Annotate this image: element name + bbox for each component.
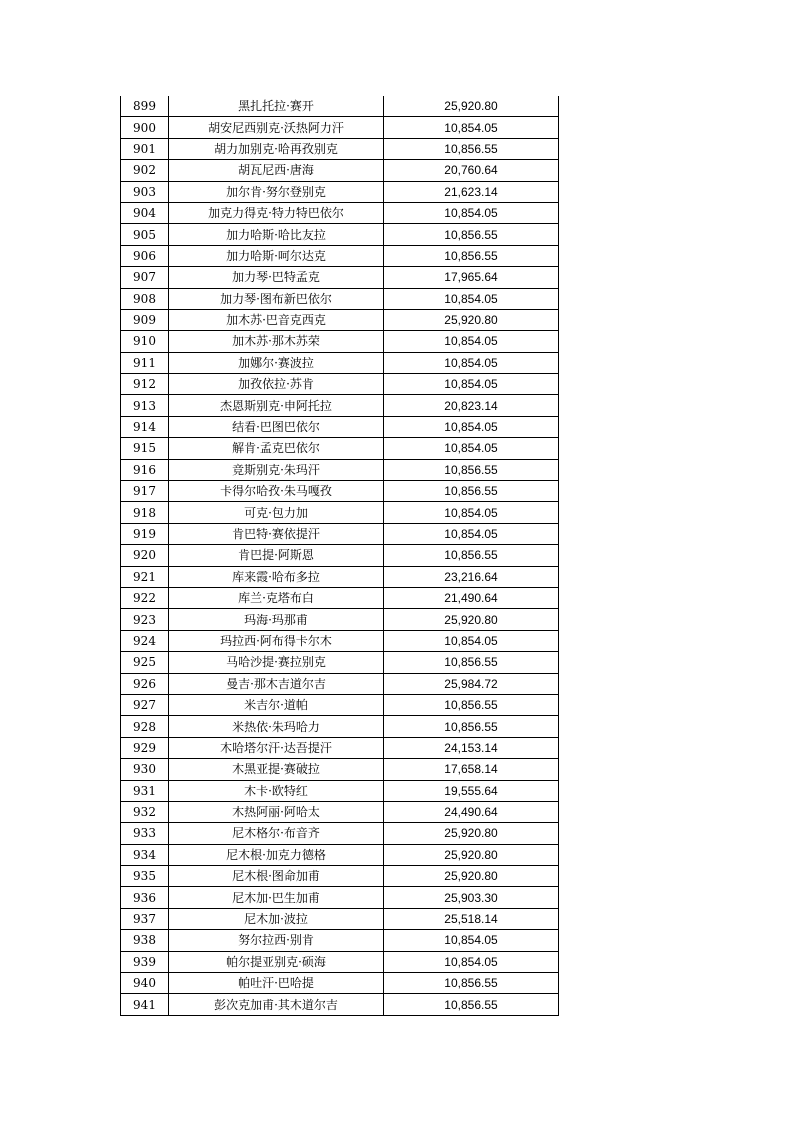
row-number: 900 <box>121 117 169 138</box>
person-name: 尼木根·图命加甫 <box>169 866 384 887</box>
person-name: 杰恩斯别克·申阿托拉 <box>169 395 384 416</box>
amount-value: 10,856.55 <box>384 138 559 159</box>
person-name: 可克·包力加 <box>169 502 384 523</box>
amount-value: 25,920.80 <box>384 96 559 117</box>
person-name: 肯巴特·赛依提汗 <box>169 523 384 544</box>
amount-value: 10,856.55 <box>384 994 559 1015</box>
row-number: 924 <box>121 630 169 651</box>
person-name: 黑扎托拉·赛开 <box>169 96 384 117</box>
person-name: 解肯·孟克巴依尔 <box>169 438 384 459</box>
person-name: 米热依·朱玛哈力 <box>169 716 384 737</box>
amount-value: 21,623.14 <box>384 181 559 202</box>
amount-value: 10,854.05 <box>384 523 559 544</box>
amount-value: 10,854.05 <box>384 374 559 395</box>
amount-value: 24,153.14 <box>384 737 559 758</box>
table-row <box>121 224 559 245</box>
amount-value: 10,856.55 <box>384 481 559 502</box>
amount-value: 25,920.80 <box>384 844 559 865</box>
table-row <box>121 374 559 395</box>
row-number: 922 <box>121 587 169 608</box>
amount-value: 10,856.55 <box>384 694 559 715</box>
row-number: 941 <box>121 994 169 1015</box>
table-row <box>121 202 559 223</box>
row-number: 908 <box>121 288 169 309</box>
person-name: 加力琴·图布新巴依尔 <box>169 288 384 309</box>
person-name: 木卡·欧特红 <box>169 780 384 801</box>
person-name: 尼木加·波拉 <box>169 908 384 929</box>
table-row <box>121 930 559 951</box>
person-name: 加力哈斯·呵尔达克 <box>169 245 384 266</box>
person-name: 胡力加别克·哈再孜别克 <box>169 138 384 159</box>
table-row <box>121 737 559 758</box>
row-number: 905 <box>121 224 169 245</box>
person-name: 卡得尔哈孜·朱马嘎孜 <box>169 481 384 502</box>
person-name: 加力琴·巴特孟克 <box>169 267 384 288</box>
amount-value: 10,856.55 <box>384 459 559 480</box>
row-number: 902 <box>121 160 169 181</box>
amount-value: 10,854.05 <box>384 202 559 223</box>
table-row <box>121 481 559 502</box>
person-name: 木黑亚提·赛破拉 <box>169 759 384 780</box>
table-row <box>121 416 559 437</box>
row-number: 913 <box>121 395 169 416</box>
row-number: 929 <box>121 737 169 758</box>
person-name: 彭次克加甫·其木道尔吉 <box>169 994 384 1015</box>
table-row <box>121 459 559 480</box>
table-row <box>121 138 559 159</box>
row-number: 917 <box>121 481 169 502</box>
table-row <box>121 352 559 373</box>
amount-value: 10,854.05 <box>384 930 559 951</box>
row-number: 918 <box>121 502 169 523</box>
person-name: 加孜依拉·苏肯 <box>169 374 384 395</box>
person-name: 帕吐汗·巴哈提 <box>169 973 384 994</box>
row-number: 899 <box>121 96 169 117</box>
amount-value: 25,903.30 <box>384 887 559 908</box>
amount-value: 10,856.55 <box>384 716 559 737</box>
person-name: 胡安尼西别克·沃热阿力汗 <box>169 117 384 138</box>
amount-value: 10,854.05 <box>384 352 559 373</box>
row-number: 912 <box>121 374 169 395</box>
person-name: 曼吉·那木吉道尔吉 <box>169 673 384 694</box>
person-name: 加尔肯·努尔登别克 <box>169 181 384 202</box>
amount-value: 25,920.80 <box>384 823 559 844</box>
amount-value: 10,854.05 <box>384 502 559 523</box>
row-number: 901 <box>121 138 169 159</box>
table-row <box>121 652 559 673</box>
person-name: 木哈塔尔汗·达吾提汗 <box>169 737 384 758</box>
table-row <box>121 117 559 138</box>
table-row <box>121 630 559 651</box>
table-row <box>121 331 559 352</box>
row-number: 938 <box>121 930 169 951</box>
table-row <box>121 694 559 715</box>
person-name: 胡瓦尼西·唐海 <box>169 160 384 181</box>
row-number: 914 <box>121 416 169 437</box>
row-number: 932 <box>121 801 169 822</box>
person-name: 尼木格尔·布音齐 <box>169 823 384 844</box>
table-row <box>121 908 559 929</box>
row-number: 928 <box>121 716 169 737</box>
table-row <box>121 566 559 587</box>
row-number: 939 <box>121 951 169 972</box>
table-row <box>121 716 559 737</box>
table-row <box>121 587 559 608</box>
row-number: 910 <box>121 331 169 352</box>
amount-value: 20,823.14 <box>384 395 559 416</box>
person-name: 玛海·玛那甫 <box>169 609 384 630</box>
person-name: 竞斯别克·朱玛汗 <box>169 459 384 480</box>
amount-value: 20,760.64 <box>384 160 559 181</box>
row-number: 934 <box>121 844 169 865</box>
amount-value: 10,856.55 <box>384 545 559 566</box>
row-number: 911 <box>121 352 169 373</box>
row-number: 937 <box>121 908 169 929</box>
person-name: 玛拉西·阿布得卡尔木 <box>169 630 384 651</box>
amount-value: 10,854.05 <box>384 416 559 437</box>
amount-value: 10,856.55 <box>384 245 559 266</box>
row-number: 926 <box>121 673 169 694</box>
person-name: 加娜尔·赛波拉 <box>169 352 384 373</box>
table-body <box>121 96 559 1015</box>
table-row <box>121 780 559 801</box>
table-row <box>121 866 559 887</box>
amount-value: 10,854.05 <box>384 951 559 972</box>
amount-value: 25,920.80 <box>384 609 559 630</box>
person-name: 库来霞·哈布多拉 <box>169 566 384 587</box>
person-name: 尼木加·巴生加甫 <box>169 887 384 908</box>
amount-value: 10,854.05 <box>384 630 559 651</box>
amount-value: 17,658.14 <box>384 759 559 780</box>
row-number: 903 <box>121 181 169 202</box>
amount-value: 10,854.05 <box>384 438 559 459</box>
table-row <box>121 844 559 865</box>
table-row <box>121 545 559 566</box>
row-number: 933 <box>121 823 169 844</box>
person-name: 库兰·克塔布白 <box>169 587 384 608</box>
row-number: 921 <box>121 566 169 587</box>
person-name: 肯巴提·阿斯恩 <box>169 545 384 566</box>
person-name: 帕尔提亚别克·硕海 <box>169 951 384 972</box>
table-row <box>121 673 559 694</box>
table-row <box>121 823 559 844</box>
table-row <box>121 502 559 523</box>
amount-value: 10,854.05 <box>384 331 559 352</box>
table-row <box>121 288 559 309</box>
row-number: 931 <box>121 780 169 801</box>
table-row <box>121 160 559 181</box>
amount-value: 25,518.14 <box>384 908 559 929</box>
table-row <box>121 267 559 288</box>
row-number: 935 <box>121 866 169 887</box>
amount-value: 21,490.64 <box>384 587 559 608</box>
person-name: 木热阿丽·阿哈太 <box>169 801 384 822</box>
amount-value: 10,856.55 <box>384 224 559 245</box>
data-table <box>120 96 559 1016</box>
amount-value: 25,984.72 <box>384 673 559 694</box>
table-row <box>121 973 559 994</box>
amount-value: 10,854.05 <box>384 288 559 309</box>
person-name: 米吉尔·道帕 <box>169 694 384 715</box>
row-number: 909 <box>121 309 169 330</box>
table-row <box>121 609 559 630</box>
person-name: 加克力得克·特力特巴依尔 <box>169 202 384 223</box>
row-number: 915 <box>121 438 169 459</box>
amount-value: 25,920.80 <box>384 866 559 887</box>
person-name: 加木苏·那木苏荣 <box>169 331 384 352</box>
table-row <box>121 523 559 544</box>
amount-value: 17,965.64 <box>384 267 559 288</box>
amount-value: 19,555.64 <box>384 780 559 801</box>
table-row <box>121 181 559 202</box>
row-number: 927 <box>121 694 169 715</box>
table-row <box>121 801 559 822</box>
amount-value: 23,216.64 <box>384 566 559 587</box>
table-row <box>121 759 559 780</box>
amount-value: 25,920.80 <box>384 309 559 330</box>
row-number: 907 <box>121 267 169 288</box>
table-row <box>121 395 559 416</box>
table-row <box>121 951 559 972</box>
amount-value: 24,490.64 <box>384 801 559 822</box>
person-name: 加力哈斯·哈比友拉 <box>169 224 384 245</box>
row-number: 916 <box>121 459 169 480</box>
person-name: 加木苏·巴音克西克 <box>169 309 384 330</box>
row-number: 919 <box>121 523 169 544</box>
person-name: 结看·巴图巴依尔 <box>169 416 384 437</box>
person-name: 努尔拉西·别肯 <box>169 930 384 951</box>
person-name: 尼木根·加克力德格 <box>169 844 384 865</box>
table-row <box>121 438 559 459</box>
table-row <box>121 887 559 908</box>
table-row <box>121 994 559 1015</box>
table-row <box>121 309 559 330</box>
row-number: 925 <box>121 652 169 673</box>
row-number: 936 <box>121 887 169 908</box>
row-number: 923 <box>121 609 169 630</box>
amount-value: 10,856.55 <box>384 652 559 673</box>
amount-value: 10,856.55 <box>384 973 559 994</box>
row-number: 930 <box>121 759 169 780</box>
row-number: 906 <box>121 245 169 266</box>
row-number: 940 <box>121 973 169 994</box>
amount-value: 10,854.05 <box>384 117 559 138</box>
person-name: 马哈沙提·赛拉别克 <box>169 652 384 673</box>
table-row <box>121 96 559 117</box>
row-number: 904 <box>121 202 169 223</box>
table-row <box>121 245 559 266</box>
row-number: 920 <box>121 545 169 566</box>
